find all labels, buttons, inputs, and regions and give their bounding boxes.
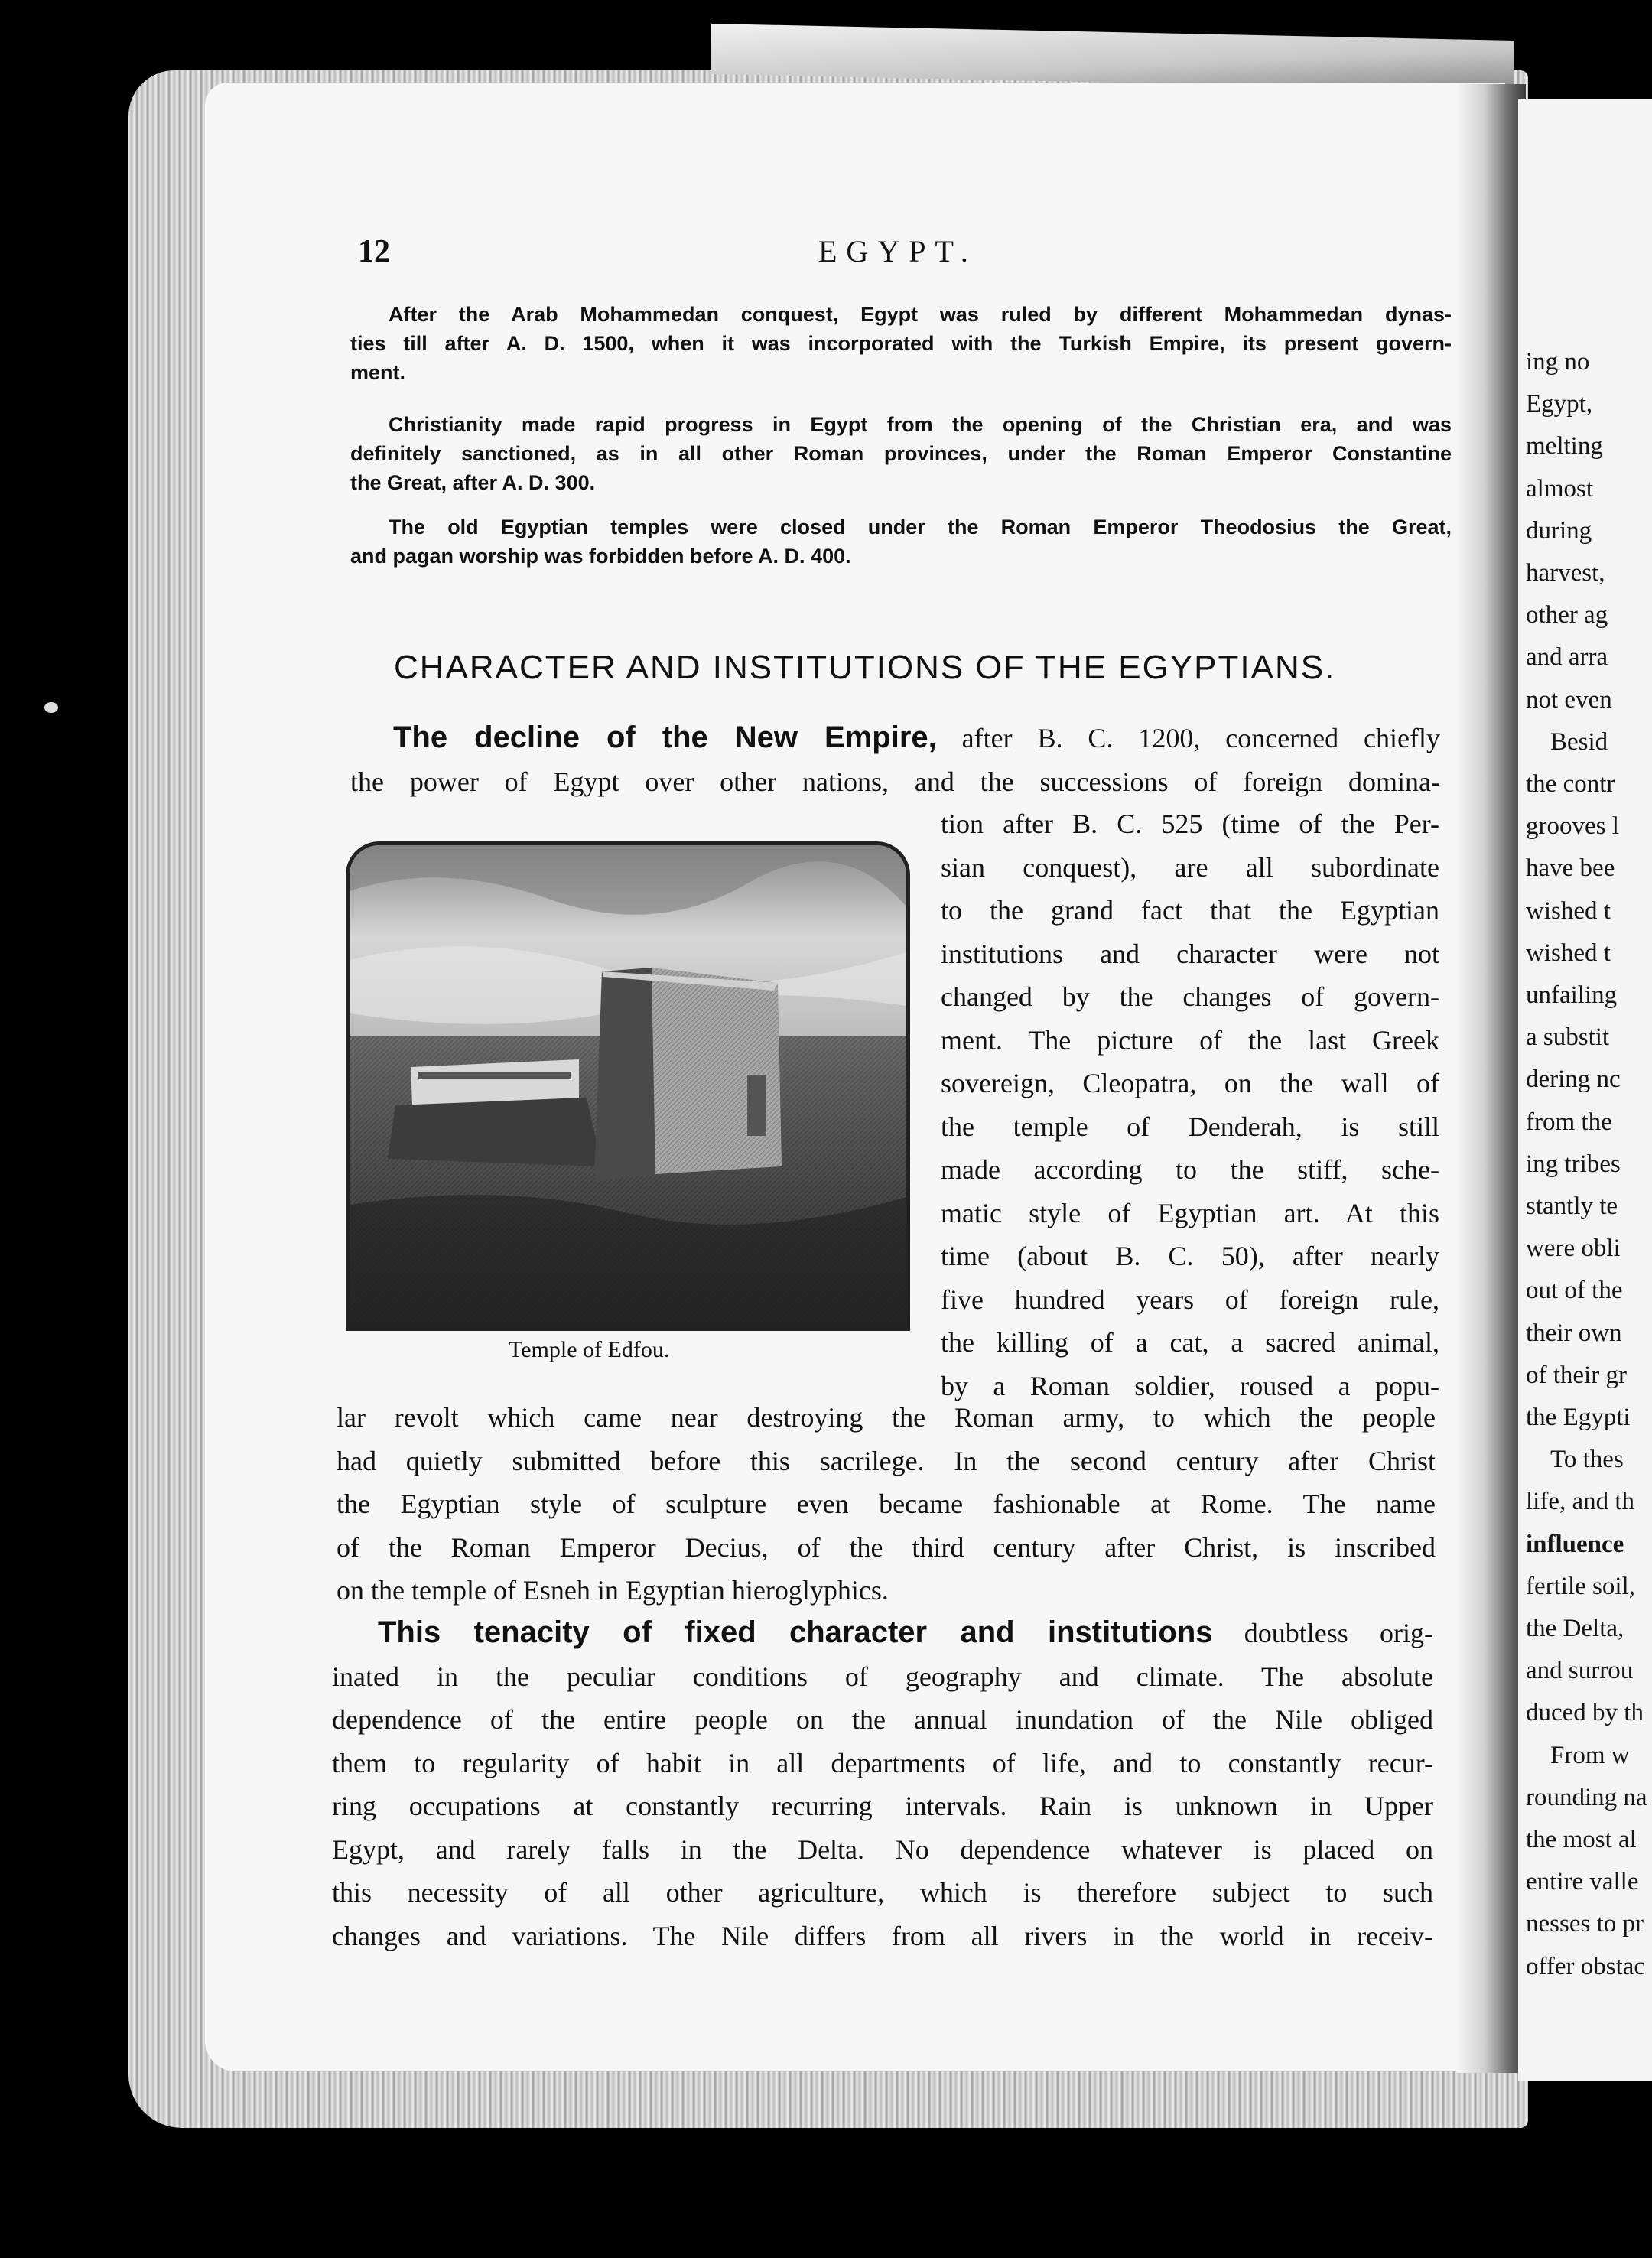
facing-page-line: rounding na <box>1526 1783 1647 1811</box>
facing-page-line: To thes <box>1550 1446 1624 1474</box>
section-heading: CHARACTER AND INSTITUTIONS OF THE EGYPTIANS. <box>394 649 1336 686</box>
facing-page-line: offer obstac <box>1526 1952 1646 1980</box>
facing-page-line: and surrou <box>1526 1657 1634 1685</box>
facing-page-line: grooves l <box>1526 812 1619 841</box>
facing-page-line: ing no <box>1526 348 1590 376</box>
facing-page-line: Besid <box>1550 727 1608 756</box>
decline-paragraph-beside-figure: tion after B. C. 525 (time of the Per- sian conquest), are all subordinate to the grand fact that the Egyptian institutions and character were not changed by the changes of govern- ment. The picture of the last Greek sovereign, Cleopatra, on the wall of the temple of Denderah, is still made according to the stiff, sche- matic style of Egyptian art. At this time (about B. C. 50), after nearly five hundred years of foreign rule, the killing of a cat, a sacred animal, by a Roman soldier, roused a popu- <box>941 809 1439 1401</box>
facing-page-line: the Delta, <box>1526 1615 1624 1642</box>
book-gutter <box>1457 84 1526 2073</box>
facing-page <box>1518 99 1652 2081</box>
facing-page-line: from the <box>1526 1108 1612 1136</box>
facing-page-line: dering nc <box>1526 1066 1621 1094</box>
tenacity-paragraph: This tenacity of fixed character and institutions doubtless orig- inated in the peculiar conditions of geography and climate. The absolute dependence of the entire people on the annual inundation of the Nile obliged them to regularity of habit in all departments of life, and to constantly recur- ring occupations at constantly recurring intervals. Rain is unknown in Upper Egypt, and rarely falls in the Delta. No dependence whatever is placed on this necessity of all other agriculture, which is therefore subject to such changes and variations. The Nile differs from all rivers in the world in receiv- <box>332 1615 1434 1951</box>
facing-page-line: the Egypti <box>1526 1404 1631 1431</box>
facing-page-line: wished t <box>1526 896 1611 925</box>
facing-page-line: unfailing <box>1526 981 1618 1009</box>
intro-paragraph-1: After the Arab Mohammedan conquest, Egypt was ruled by different Mohammedan dynas- ties till after A. D. 1500, when it was incorporated with the Turkish Empire, its present govern- ment. <box>350 303 1452 384</box>
facing-page-line: nesses to pr <box>1526 1910 1644 1938</box>
decline-paragraph-after-figure: lar revolt which came near destroying the Roman army, to which the people had quietly submitted before this sacrilege. In the second century after Christ the Egyptian style of sculpture even became fashionable at Rome. The name of the Roman Emperor Decius, of the third century after Christ, is inscribed on the temple of Esneh in Egyptian hieroglyphics. <box>337 1402 1436 1606</box>
facing-page-line: Egypt, <box>1526 390 1593 418</box>
facing-page-line: fertile soil, <box>1526 1572 1635 1600</box>
facing-page-line: life, and th <box>1526 1488 1635 1516</box>
facing-page-line: stantly te <box>1526 1192 1618 1220</box>
facing-page-line: were obli <box>1526 1235 1621 1263</box>
facing-page-line: out of the <box>1526 1277 1623 1305</box>
facing-page-line: have bee <box>1526 854 1615 883</box>
scan-speck <box>44 702 58 713</box>
facing-page-line: almost <box>1526 474 1593 503</box>
facing-page-line: during <box>1526 516 1592 545</box>
page-number: 12 <box>358 234 390 269</box>
facing-page-line: other ag <box>1526 601 1608 630</box>
facing-page-line: a substit <box>1526 1023 1610 1052</box>
facing-page-line: of their gr <box>1526 1361 1627 1389</box>
figure-caption: Temple of Edfou. <box>509 1337 670 1362</box>
facing-page-line: duced by th <box>1526 1699 1644 1727</box>
facing-page-line: entire valle <box>1526 1868 1639 1896</box>
facing-page-line: From w <box>1550 1741 1630 1769</box>
facing-page-line: their own <box>1526 1319 1622 1347</box>
temple-of-edfou-image <box>346 841 910 1331</box>
intro-paragraph-2: Christianity made rapid progress in Egypt from the opening of the Christian era, and was definitely sanctioned, as in all other Roman provinces, under the Roman Emperor Constantine the Great, after A. D. 300. <box>350 413 1452 494</box>
facing-page-line: and arra <box>1526 643 1608 672</box>
facing-page-line: the contr <box>1526 770 1615 798</box>
tenacity-lead: This tenacity of fixed character and institutions <box>378 1615 1213 1649</box>
running-title: EGYPT. <box>818 234 977 268</box>
decline-paragraph-opening: The decline of the New Empire, after B. C. 1200, concerned chiefly the power of Egypt over other nations, and the successions of foreign domina- <box>350 721 1441 797</box>
facing-page-line: ing tribes <box>1526 1150 1621 1178</box>
facing-page-line: not even <box>1526 685 1612 714</box>
facing-page-line: harvest, <box>1526 559 1605 587</box>
facing-page-line: influence <box>1526 1530 1624 1558</box>
intro-paragraph-3: The old Egyptian temples were closed under the Roman Emperor Theodosius the Great, and pagan worship was forbidden before A. D. 400. <box>350 516 1452 568</box>
facing-page-line: melting <box>1526 432 1603 460</box>
facing-page-line: wished t <box>1526 939 1611 967</box>
decline-lead: The decline of the New Empire, <box>393 721 937 754</box>
facing-page-line: the most al <box>1526 1826 1637 1853</box>
